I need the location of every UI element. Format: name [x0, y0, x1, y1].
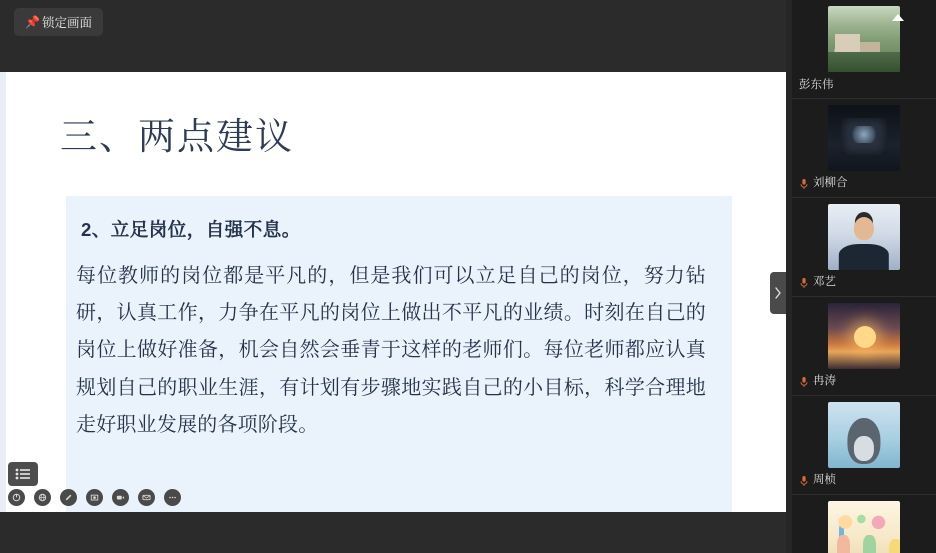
scroll-up-caret-icon[interactable]	[892, 14, 904, 21]
stage-top-bar	[0, 0, 786, 72]
participant-name-row	[799, 178, 848, 190]
microphone-icon	[799, 277, 809, 289]
annotation-toolbar	[8, 489, 181, 506]
microphone-icon	[799, 376, 809, 388]
participant-name: 刘柳合	[813, 177, 848, 190]
lock-screen-button[interactable]	[14, 8, 103, 36]
slide-left-rail	[0, 72, 6, 512]
screenshot-icon[interactable]	[86, 489, 103, 506]
video-icon[interactable]	[112, 489, 129, 506]
microphone-icon	[799, 178, 809, 190]
participant-list-icon[interactable]	[8, 462, 38, 486]
participant-video-thumbnail	[828, 501, 900, 553]
participant-tile[interactable]	[792, 396, 936, 495]
participant-name: 彭东伟	[799, 78, 834, 91]
participant-name: 冉涛	[813, 375, 836, 388]
participant-video-thumbnail	[828, 303, 900, 369]
participant-tile[interactable]	[792, 297, 936, 396]
presentation-slide	[0, 72, 786, 512]
lock-screen-label: 锁定画面	[42, 16, 93, 30]
participant-video-thumbnail	[828, 204, 900, 270]
participant-video-thumbnail	[828, 105, 900, 171]
participant-video-thumbnail	[828, 6, 900, 72]
participant-name-row	[799, 475, 836, 487]
participant-sidebar[interactable]	[792, 0, 936, 553]
participant-video-thumbnail	[828, 402, 900, 468]
participant-tile[interactable]	[792, 198, 936, 297]
stage-bottom-bar	[0, 512, 786, 553]
participant-name-row	[799, 80, 834, 92]
participant-tile[interactable]	[792, 0, 936, 99]
power-icon[interactable]	[8, 489, 25, 506]
participant-name: 周桢	[813, 474, 836, 487]
slide-content-heading: 2、立足岗位，自强不息。	[81, 219, 301, 240]
slide-content-body: 每位教师的岗位都是平凡的，但是我们可以立足自己的岗位，努力钻研，认真工作，力争在平凡的岗位上做出不平凡的业绩。时刻在自己的岗位上做好准备，机会自然会垂青于这样的老师们。每位老师都应认真规划自己的职业生涯，有计划有步骤地实践自己的小目标，科学合理地走好职业发展的各项阶段。	[76, 265, 706, 436]
slide-content-box	[66, 196, 732, 514]
pin-icon: 📌	[25, 15, 40, 29]
participant-tile[interactable]	[792, 495, 936, 553]
pencil-icon[interactable]	[60, 489, 77, 506]
participant-name-row	[799, 376, 836, 388]
chat-icon[interactable]	[138, 489, 155, 506]
slide-title: 三、两点建议	[60, 116, 294, 157]
chevron-right-icon[interactable]	[770, 272, 786, 314]
globe-icon[interactable]	[34, 489, 51, 506]
participant-name: 邓艺	[813, 276, 836, 289]
participant-name-row	[799, 277, 836, 289]
participant-tile[interactable]	[792, 99, 936, 198]
microphone-icon	[799, 475, 809, 487]
more-icon[interactable]	[164, 489, 181, 506]
